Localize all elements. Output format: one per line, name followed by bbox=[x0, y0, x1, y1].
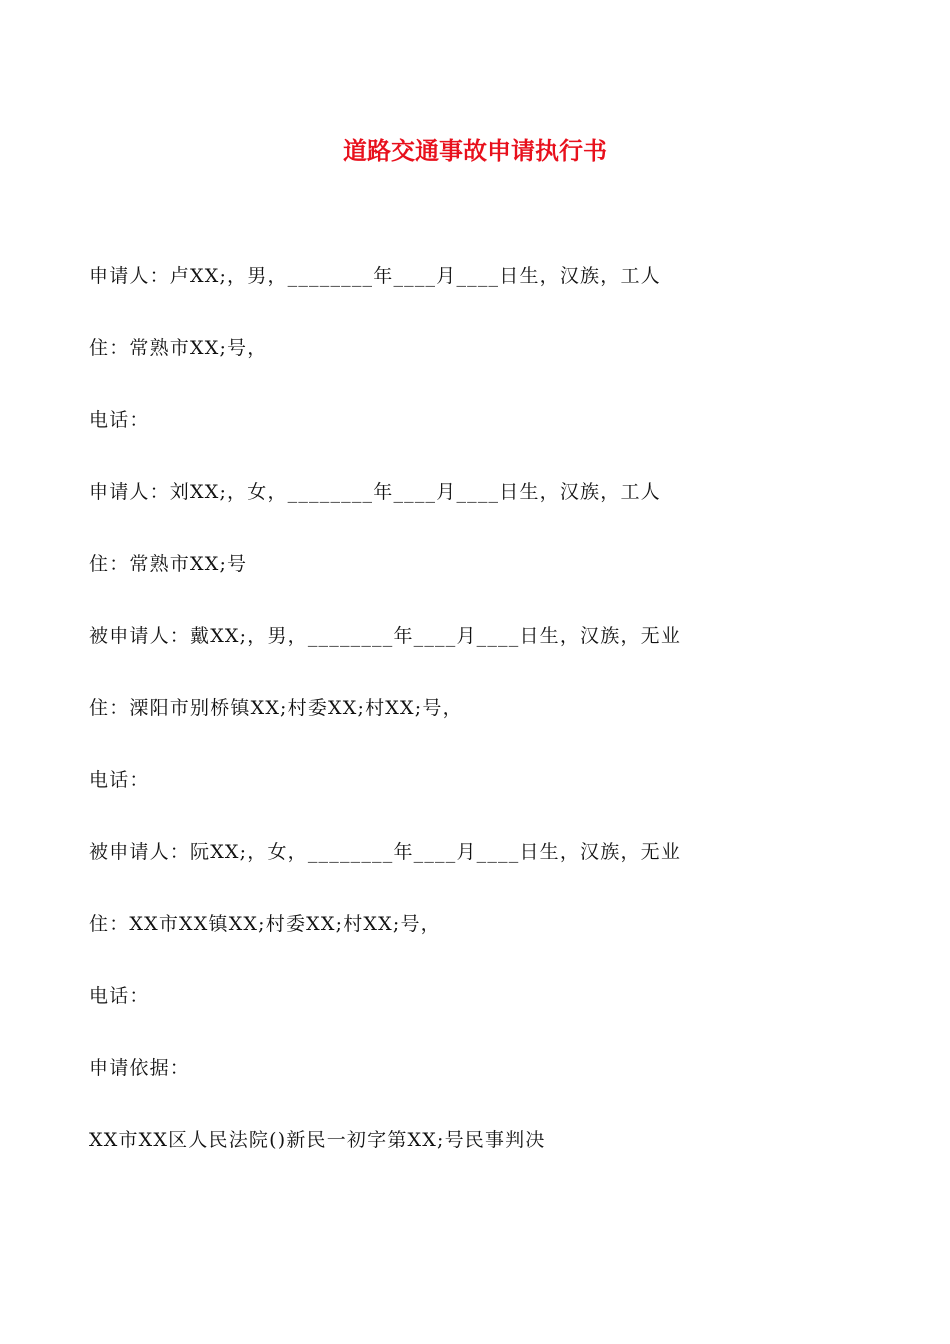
document-title: 道路交通事故申请执行书 bbox=[343, 137, 607, 165]
respondent-2-phone: 电话： bbox=[89, 985, 150, 1007]
respondent-2-address: 住：XX市XX镇XX;村委XX;村XX;号， bbox=[89, 913, 441, 935]
applicant-2-address: 住：常熟市XX;号 bbox=[89, 553, 248, 575]
applicant-1-address: 住：常熟市XX;号， bbox=[89, 337, 268, 359]
judgment-reference: XX市XX区人民法院()新民一初字第XX;号民事判决 bbox=[89, 1129, 546, 1151]
application-basis-label: 申请依据： bbox=[89, 1057, 191, 1079]
respondent-1-address: 住：溧阳市别桥镇XX;村委XX;村XX;号， bbox=[89, 697, 463, 719]
applicant-1-line: 申请人：卢XX;，男，________年____月____日生，汉族，工人 bbox=[89, 265, 661, 287]
respondent-2-line: 被申请人：阮XX;，女，________年____月____日生，汉族，无业 bbox=[89, 841, 682, 863]
applicant-1-phone: 电话： bbox=[89, 409, 150, 431]
respondent-1-line: 被申请人：戴XX;，男，________年____月____日生，汉族，无业 bbox=[89, 625, 682, 647]
respondent-1-phone: 电话： bbox=[89, 769, 150, 791]
applicant-2-line: 申请人：刘XX;，女，________年____月____日生，汉族，工人 bbox=[89, 481, 661, 503]
